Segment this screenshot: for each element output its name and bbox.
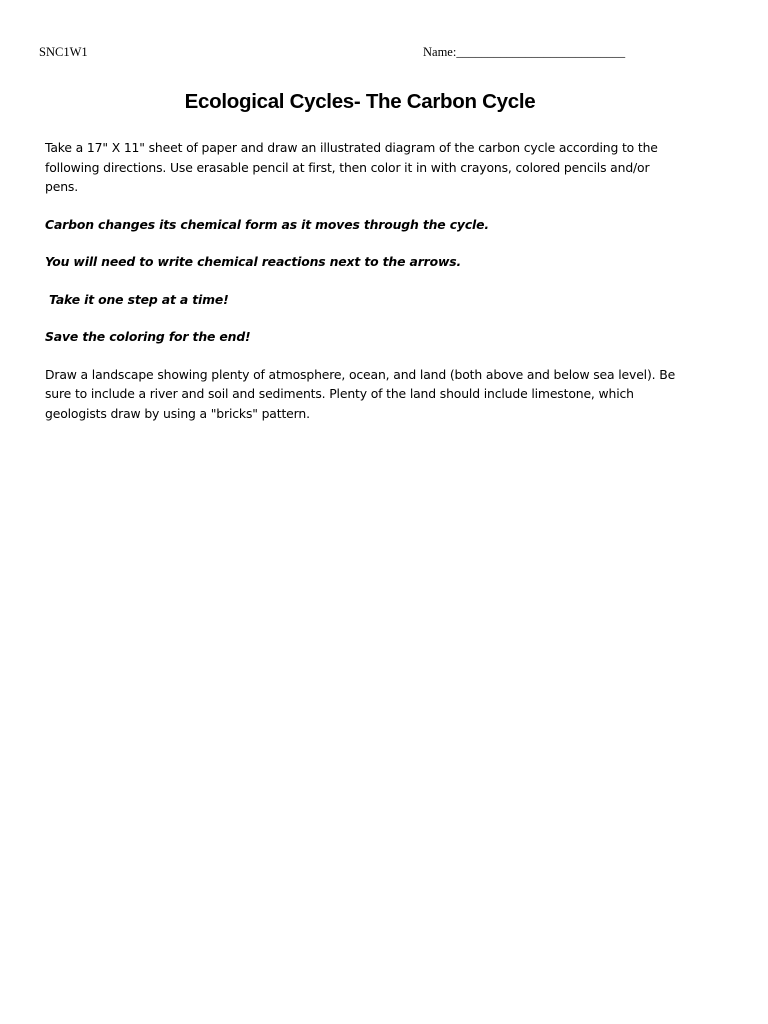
instructions-body xyxy=(45,138,685,441)
note-chemical-reactions: You will need to write chemical reactions next to the arrows. xyxy=(45,254,462,269)
name-field: Name:___________________________ xyxy=(423,45,626,59)
note-one-step: Take it one step at a time! xyxy=(49,291,229,307)
landscape-instructions: Draw a landscape showing plenty of atmosphere, ocean, and land (both above and below sea level). Be sure to include a river and soil and sediments. Plenty of the land should include limestone, which geologists draw by using a "bricks" pattern. xyxy=(45,366,676,421)
page-title: Ecological Cycles- The Carbon Cycle xyxy=(184,90,536,113)
note-chemical-form: Carbon changes its chemical form as it moves through the cycle. xyxy=(45,216,489,232)
intro-paragraph: Take a 17" X 11" sheet of paper and draw an illustrated diagram of the carbon cycle according to the following directions. Use erasable pencil at first, then color it in with crayons, colored pencils and/or pens. xyxy=(45,140,658,194)
course-code: SNC1W1 xyxy=(39,45,88,59)
note-coloring: Save the coloring for the end! xyxy=(45,329,251,344)
